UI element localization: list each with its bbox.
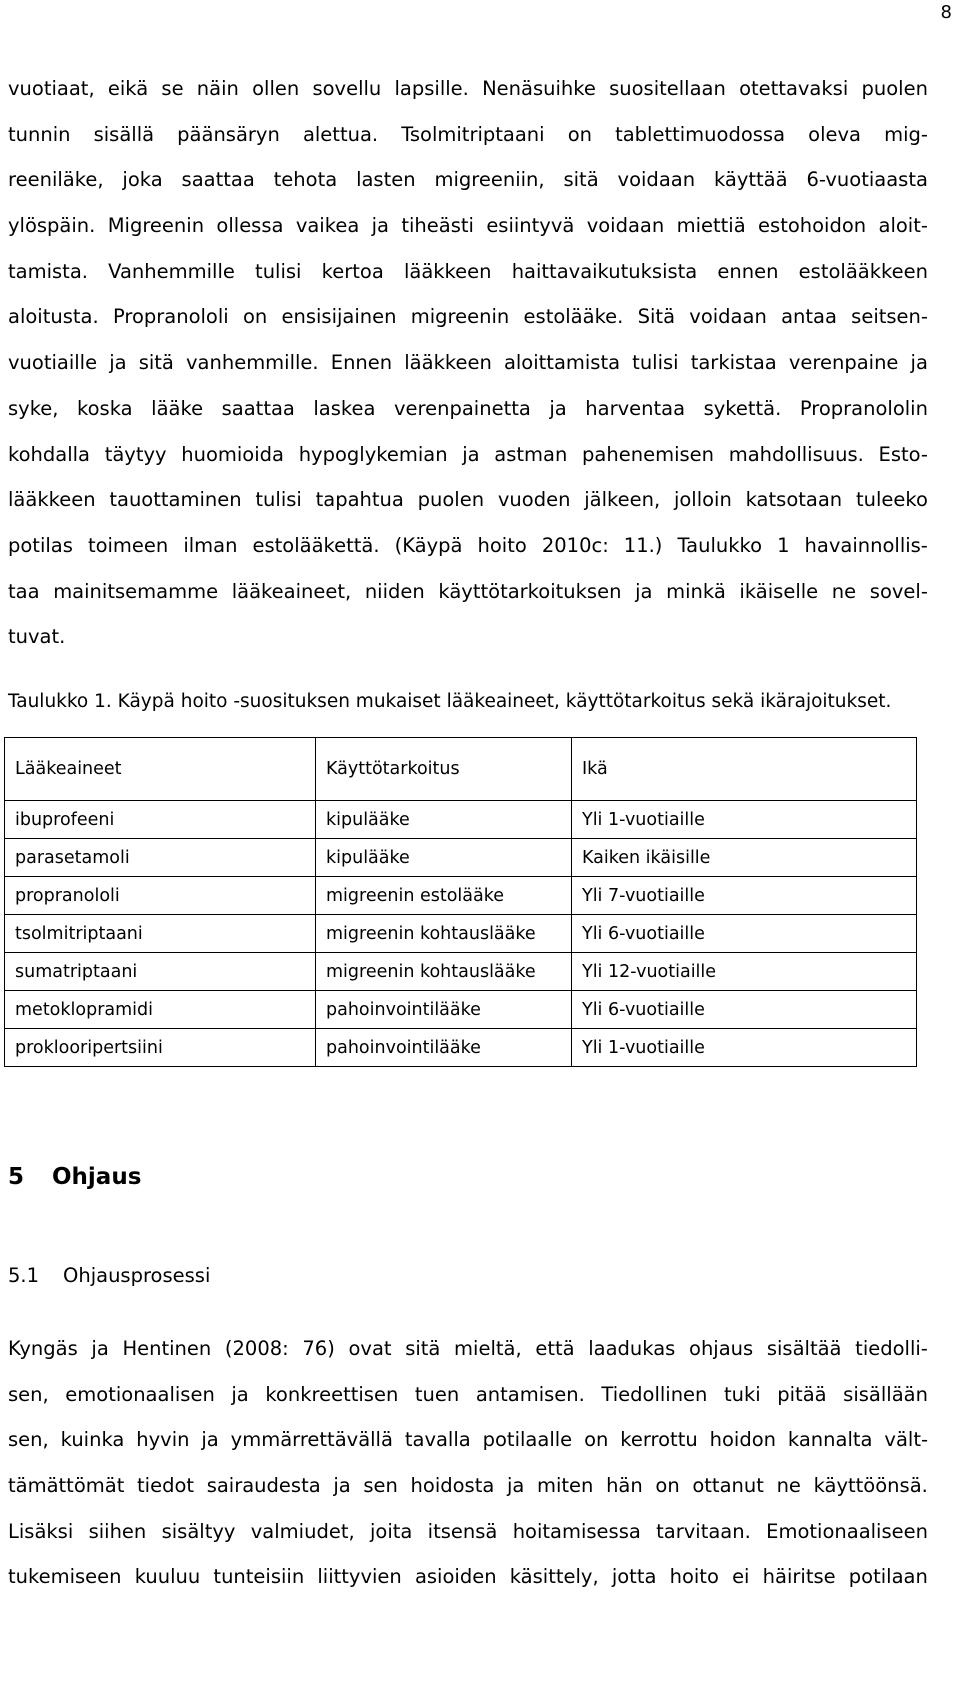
word: hoito [477,533,527,557]
word: käyttöönsä. [813,1474,928,1498]
word: laskea [313,396,376,420]
word: Propranololi [112,305,229,329]
subsection-heading [8,1264,210,1287]
word: tiheästi [401,214,474,238]
cell-purpose: pahoinvointilääke [316,1029,572,1067]
subsection-number: 5.1 [8,1264,40,1287]
word: joka [122,168,163,192]
word: hoidon [709,1428,776,1452]
word: sisältää [766,1337,842,1360]
word: tuki [723,1382,761,1406]
word: häiritse [762,1565,836,1589]
word: hän [606,1474,643,1498]
medication-table [4,737,917,1067]
word: miten [537,1474,594,1498]
word: päänsäryn [177,122,280,146]
word: saattaa [221,396,295,420]
word: (Käypä [394,533,463,557]
text-line [8,1417,928,1463]
word: on [584,1428,609,1452]
word: aloitusta. [8,305,99,329]
word: minkä [666,579,726,603]
cell-age: Yli 1-vuotiaille [572,1029,917,1067]
word: saattaa [181,168,255,192]
word: sisällä [93,122,155,146]
word: Hentinen [122,1337,212,1360]
word: lapsille. [394,77,469,100]
word: itsensä [427,1519,498,1543]
word: estohoidon [758,214,867,238]
word: (2008: [224,1337,289,1360]
word: sitä [405,1337,441,1360]
text-line [8,157,928,203]
word: puolen [417,488,485,512]
word: tuleeko [855,488,928,512]
word: sitä [138,351,174,375]
word: havainnollis- [804,533,928,557]
word: 76) [302,1337,335,1360]
word: voidaan [689,305,767,329]
word: antaa [781,305,837,329]
word: vaikea [295,214,360,238]
table-row [5,953,917,991]
word: tauottaminen [109,488,242,512]
word: Emotionaaliseen [766,1519,928,1543]
word: kannalta [787,1428,873,1452]
table-row [5,1029,917,1067]
text-line [8,294,928,340]
cell-age: Yli 1-vuotiaille [572,801,917,839]
word: sykettä. [703,396,782,420]
header-cell-medication: Lääkeaineet [5,738,316,801]
word: lääkkeen [404,351,492,375]
word: ymmärrettävällä [230,1428,393,1452]
cell-age: Yli 6-vuotiaille [572,991,917,1029]
word: että [535,1337,575,1360]
word: tunteisiin [213,1565,305,1589]
word: lääke [151,396,204,420]
word: ohjaus [689,1337,754,1360]
word: sairaudesta [206,1474,321,1498]
word: sisältyy [161,1519,236,1543]
word: esiintyvä [486,214,575,238]
word: tunnin [8,122,71,146]
table-row [5,839,917,877]
cell-medication: parasetamoli [5,839,316,877]
table-row [5,915,917,953]
word: suositellaan [609,77,726,100]
word: on [242,305,268,329]
word: harventaa [585,396,686,420]
page-number: 8 [940,2,952,23]
word: estolääkkeen [798,259,928,283]
word: tämättömät [8,1474,125,1498]
cell-purpose: migreenin kohtauslääke [316,915,572,953]
word: pahenemisen [582,442,715,466]
word: kuinka [60,1428,125,1452]
word: sen, [8,1382,49,1406]
word: hyvin [136,1428,190,1452]
word: tarvitaan. [656,1519,751,1543]
subsection-title: Ohjausprosessi [63,1264,211,1287]
text-line [8,477,928,523]
word: ollessa [216,214,284,238]
word: 6-vuotiaasta [806,168,928,192]
word: on [567,122,592,146]
word: potilas [8,533,73,557]
word: lääkeaineet, [231,579,352,603]
word: aloit- [878,214,928,238]
word: ja [109,351,127,375]
word: joita [369,1519,413,1543]
word: otettavaksi [739,77,849,100]
cell-age: Yli 12-vuotiaille [572,953,917,991]
table-row [5,991,917,1029]
table-caption: Taulukko 1. Käypä hoito -suosituksen mukaiset lääkeaineet, käyttötarkoitus sekä ikärajoitukset. [8,691,892,712]
word: vält- [884,1428,928,1452]
text-line [8,386,928,432]
section-heading [8,1164,141,1190]
word: tavalla [404,1428,471,1452]
word: ensisijainen [281,305,397,329]
word: katsotaan [745,488,843,512]
word: sovellu [312,77,382,100]
word: sovel- [869,579,928,603]
word: emotionaalisen [65,1382,215,1406]
text-line [8,112,928,158]
text-line [8,1509,928,1555]
word: ne [776,1474,801,1498]
word: kohdalla [8,442,90,466]
word: potilaalle [482,1428,573,1452]
table-header-row [5,738,917,801]
word: verenpaine [788,351,899,375]
word: lasten [356,168,416,192]
word: Ennen [330,351,393,375]
word: huomioida [181,442,284,466]
word: ja [549,396,567,420]
text-line [8,340,928,386]
word: käsittely, [509,1565,599,1589]
word: niiden [364,579,425,603]
word: täytyy [104,442,167,466]
word: tablettimuodossa [615,122,786,146]
word: ilman [183,533,238,557]
cell-age: Yli 7-vuotiaille [572,877,917,915]
text-line [8,432,928,478]
word: migreeniin, [434,168,545,192]
word: Kyngäs [8,1337,78,1360]
text-line [8,66,928,112]
word: tehota [273,168,338,192]
word: tarkistaa [690,351,777,375]
word: ikäiselle [739,579,819,603]
word: estolääkettä. [252,533,380,557]
word: vuotiaat, [8,77,95,100]
word: tulisi [632,351,679,375]
text-line [8,614,928,660]
word: Migreenin [107,214,205,238]
table-row [5,877,917,915]
cell-purpose: kipulääke [316,801,572,839]
word: Sitä [637,305,676,329]
word: vuoden [497,488,571,512]
word: ne [831,579,857,603]
word: ylöspäin. [8,214,96,238]
word: jotta [611,1565,657,1589]
word: miettiä [676,214,746,238]
header-cell-age: Ikä [572,738,917,801]
word: 1 [777,533,790,557]
word: ja [333,1474,351,1498]
word: Vanhemmille [108,259,235,283]
cell-medication: proklooripertsiini [5,1029,316,1067]
word: kertoa [321,259,384,283]
word: vuotiaille [8,351,98,375]
word: tapahtua [315,488,404,512]
word: mahdollisuus. [728,442,864,466]
word: potilaan [848,1565,928,1589]
word: liittyvien [317,1565,402,1589]
word: alettua. [302,122,379,146]
word: astman [494,442,568,466]
cell-medication: propranololi [5,877,316,915]
word: syke, [8,396,59,420]
word: Tsolmitriptaani [401,122,545,146]
word: ja [91,1337,109,1360]
word: hoito [669,1565,719,1589]
word: ja [635,579,653,603]
word: aloittamista [503,351,621,375]
word: ja [231,1382,249,1406]
word: ja [371,214,389,238]
word: ovat [348,1337,392,1360]
word: ja [201,1428,219,1452]
word: Propranololin [799,396,928,420]
word: taa [8,579,40,603]
word: käyttötarkoituksen [438,579,622,603]
word: kuuluu [134,1565,201,1589]
text-line [8,203,928,249]
word: ja [910,351,928,375]
word: mieltä, [454,1337,522,1360]
cell-medication: tsolmitriptaani [5,915,316,953]
cell-purpose: pahoinvointilääke [316,991,572,1029]
word: tukemiseen [8,1565,122,1589]
word: konkreettisen [265,1382,399,1406]
word: eikä [107,77,149,100]
word: Nenäsuihke [482,77,596,100]
word: mig- [884,122,928,146]
word: voidaan [586,214,665,238]
word: ja [462,442,480,466]
word: sen, [8,1428,49,1452]
section-title: Ohjaus [52,1164,142,1190]
cell-purpose: kipulääke [316,839,572,877]
word: tulisi [255,259,302,283]
word: 2010c: [541,533,609,557]
text-line [8,1372,928,1418]
word: tamista. [8,259,88,283]
word: laadukas [588,1337,676,1360]
word: käyttää [713,168,788,192]
cell-purpose: migreenin estolääke [316,877,572,915]
word: Esto- [878,442,928,466]
word: ollen [252,77,300,100]
word: puolen [861,77,928,100]
word: ennen [717,259,779,283]
word: Lisäksi [8,1519,74,1543]
cell-purpose: migreenin kohtauslääke [316,953,572,991]
word: siihen [88,1519,147,1543]
text-line [8,1554,928,1600]
word: Taulukko [677,533,763,557]
word: sitä [563,168,599,192]
cell-age: Kaiken ikäisille [572,839,917,877]
word: tuen [414,1382,460,1406]
text-line [8,523,928,569]
word: hoitamisessa [512,1519,641,1543]
text-line [8,569,928,615]
word: se [161,77,184,100]
word: hoidosta [410,1474,495,1498]
word: migreenin [410,305,510,329]
word: sisällään [843,1382,928,1406]
word: pitää [777,1382,827,1406]
text-line [8,1326,928,1372]
word: vanhemmille. [185,351,319,375]
word: lääkkeen [8,488,96,512]
word: haittavaikutuksista [511,259,698,283]
word: reeniläke, [8,168,104,192]
cell-medication: ibuprofeeni [5,801,316,839]
cell-age: Yli 6-vuotiaille [572,915,917,953]
word: hypoglykemian [298,442,448,466]
word: seitsen- [851,305,928,329]
word: estolääke. [523,305,624,329]
word: tiedolli- [855,1337,928,1360]
word: ottanut [692,1474,764,1498]
body-paragraph [8,1326,928,1600]
word: sen [363,1474,398,1498]
word: tuvat. [8,625,66,649]
table-row [5,801,917,839]
word: tiedot [137,1474,195,1498]
word: lääkkeen [403,259,492,283]
word: antamisen. [475,1382,585,1406]
word: tulisi [255,488,302,512]
word: jälkeen, [584,488,661,512]
word: valmiudet, [250,1519,355,1543]
word: ei [732,1565,750,1589]
word: asioiden [414,1565,497,1589]
cell-medication: sumatriptaani [5,953,316,991]
word: toimeen [87,533,169,557]
intro-paragraph [8,66,928,660]
word: verenpainetta [394,396,531,420]
word: ja [506,1474,525,1498]
text-line [8,249,928,295]
word: näin [196,77,239,100]
word: koska [77,396,133,420]
word: mainitsemamme [53,579,219,603]
word: on [655,1474,680,1498]
word: Tiedollinen [601,1382,708,1406]
header-cell-purpose: Käyttötarkoitus [316,738,572,801]
section-number: 5 [8,1164,25,1190]
word: kerrottu [620,1428,698,1452]
text-line [8,1463,928,1509]
word: 11.) [623,533,663,557]
word: jolloin [673,488,732,512]
word: voidaan [617,168,696,192]
cell-medication: metoklopramidi [5,991,316,1029]
word: oleva [808,122,861,146]
